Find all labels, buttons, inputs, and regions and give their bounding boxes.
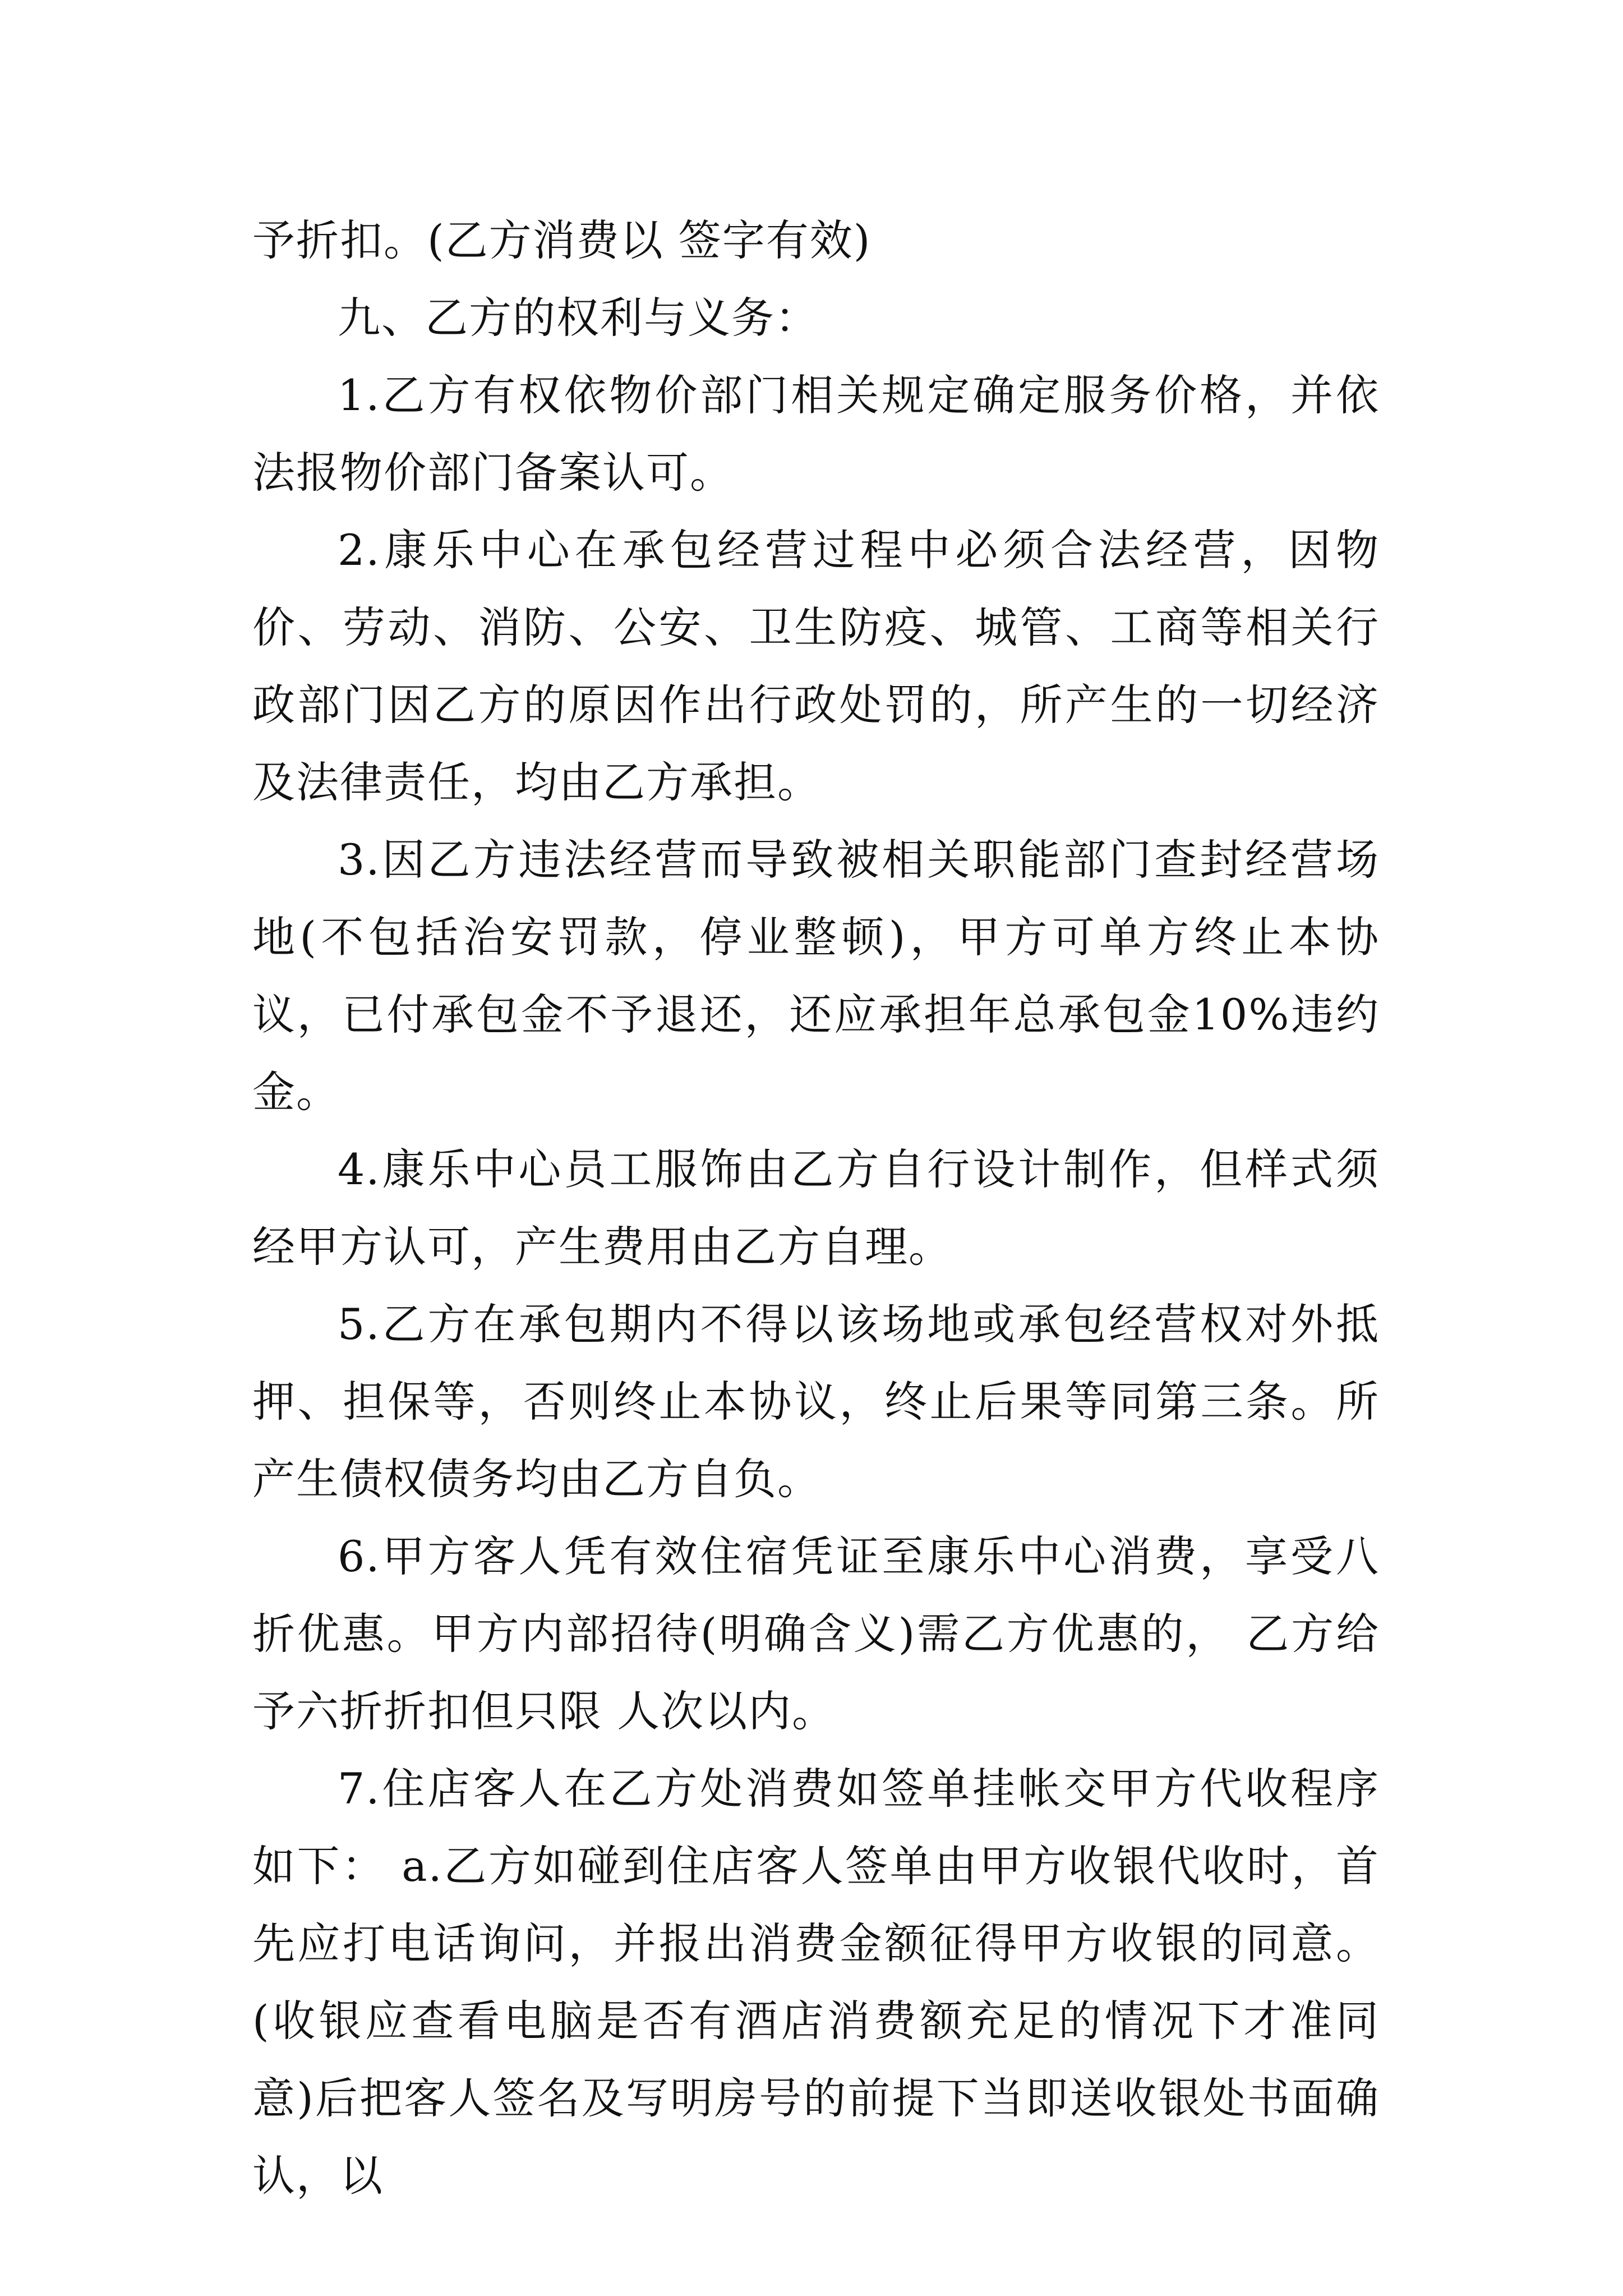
clause-5: 5.乙方在承包期内不得以该场地或承包经营权对外抵押、担保等，否则终止本协议，终止后果等同第三条。所产生债权债务均由乙方自负。 xyxy=(252,1299,1380,1504)
document-page xyxy=(252,202,1380,2215)
paragraph-continuation: 予折扣。(乙方消费以 签字有效) xyxy=(252,215,872,265)
clause-2: 2.康乐中心在承包经营过程中必须合法经营，因物价、劳动、消防、公安、卫生防疫、城管、工商等相关行政部门因乙方的原因作出行政处罚的，所产生的一切经济及法律责任，均由乙方承担。 xyxy=(252,525,1380,807)
clause-1: 1.乙方有权依物价部门相关规定确定服务价格，并依法报物价部门备案认可。 xyxy=(252,370,1380,498)
clause-6: 6.甲方客人凭有效住宿凭证至康乐中心消费，享受八折优惠。甲方内部招待(明确含义)需乙方优惠的， 乙方给予六折折扣但只限 人次以内。 xyxy=(252,1531,1380,1736)
section-heading: 九、乙方的权利与义务： xyxy=(338,293,819,343)
clause-4: 4.康乐中心员工服饰由乙方自行设计制作，但样式须经甲方认可，产生费用由乙方自理。 xyxy=(252,1144,1380,1272)
clause-7: 7.住店客人在乙方处消费如签单挂帐交甲方代收程序如下： a.乙方如碰到住店客人签单由甲方收银代收时，首先应打电话询问，并报出消费金额征得甲方收银的同意。(收银应查看电脑是否有酒店消费额充足的情况下才准同意)后把客人签名及写明房号的前提下当即送收银处书面确认，以 xyxy=(252,1764,1380,2201)
clause-3: 3.因乙方违法经营而导致被相关职能部门查封经营场地(不包括治安罚款，停业整顿)，甲方可单方终止本协议，已付承包金不予退还，还应承担年总承包金10%违约金。 xyxy=(252,835,1380,1117)
